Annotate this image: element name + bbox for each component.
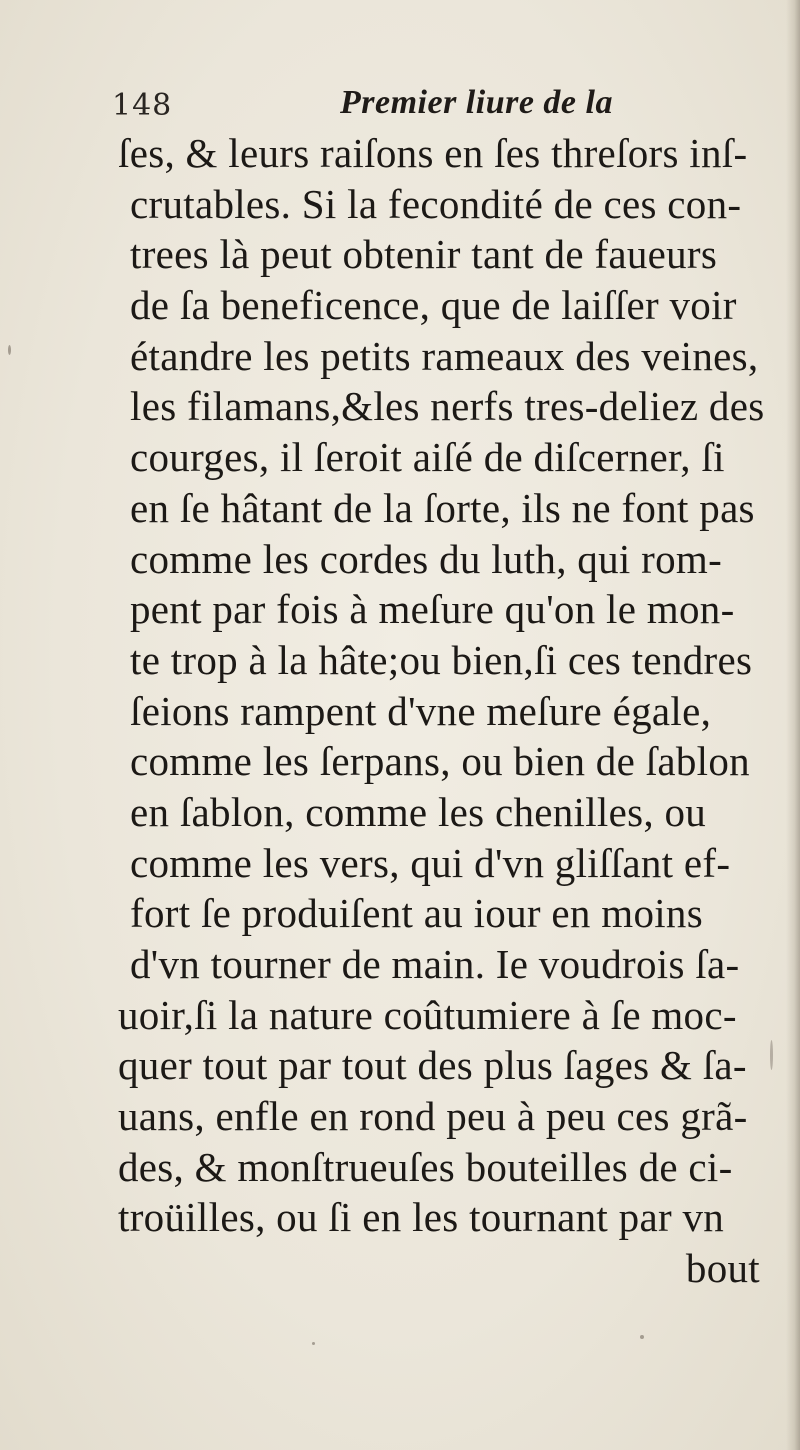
text-line: troüilles, ou ſi en les tournant par vn: [118, 1194, 725, 1241]
text-line: en ſablon, comme les chenilles, ou: [130, 788, 707, 835]
body-text: [118, 128, 778, 1294]
running-head: Premier liure de la: [340, 84, 613, 121]
catchword: bout: [685, 1245, 760, 1292]
text-line: comme les ſerpans, ou bien de ſablon: [130, 738, 750, 785]
text-line: te trop à la hâte;ou bien,ſi ces tendres: [130, 636, 753, 683]
text-line: uoir,ſi la nature coûtumiere à ſe moc-: [118, 991, 737, 1038]
text-line: en ſe hâtant de la ſorte, ils ne font pas: [130, 484, 755, 531]
text-line: les filamans,&les nerfs tres-deliez des: [130, 383, 765, 430]
text-line: d'vn tourner de main. Ie voudrois ſa-: [130, 941, 740, 987]
text-line: quer tout par tout des plus ſages & ſa-: [118, 1042, 747, 1089]
text-line: crutables. Si la fecondité de ces con-: [130, 180, 742, 227]
text-line: des, & monſtrueuſes bouteilles de ci-: [118, 1143, 733, 1190]
text-line: ſeions rampent d'vne meſure égale,: [130, 687, 712, 734]
text-line: comme les cordes du luth, qui rom-: [130, 535, 723, 582]
text-line: courges, il ſeroit aiſé de diſcerner, ſi: [130, 434, 725, 481]
text-line: uans, enfle en rond peu à peu ces grã-: [118, 1093, 748, 1140]
text-line: de ſa beneficence, que de laiſſer voir: [130, 282, 737, 329]
text-line: étandre les petits rameaux des veines,: [130, 332, 759, 379]
text-line: ſes, & leurs raiſons en ſes threſors inſ-: [118, 130, 748, 176]
page-edge-shadow: [786, 0, 800, 1450]
text-line: fort ſe produiſent au iour en moins: [130, 890, 703, 937]
text-line: comme les vers, qui d'vn gliſſant ef-: [130, 839, 731, 886]
ink-speck: [8, 345, 11, 355]
ink-speck: [312, 1342, 315, 1345]
page-number: 148: [112, 88, 173, 123]
ink-speck: [640, 1335, 644, 1339]
text-line: trees là peut obtenir tant de faueurs: [130, 231, 718, 278]
text-line: pent par fois à meſure qu'on le mon-: [130, 586, 735, 633]
ink-speck: [770, 1040, 773, 1070]
